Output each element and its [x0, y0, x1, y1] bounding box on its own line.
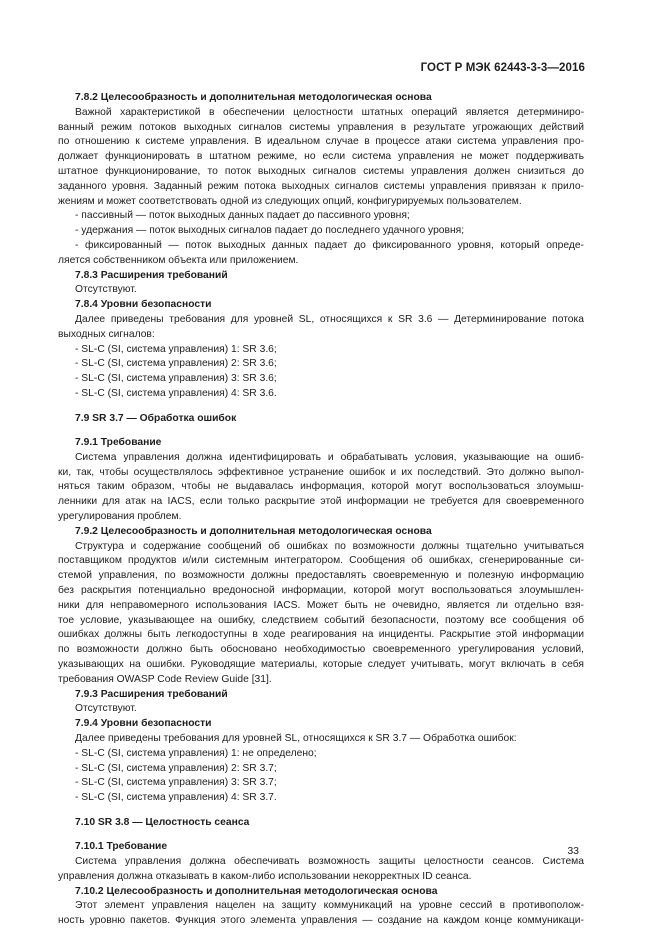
- page-number: 33: [567, 845, 579, 857]
- paragraph-line: ляется собственником объекта или приложением.: [58, 254, 299, 266]
- section-heading: 7.9.4 Уровни безопасности: [75, 718, 212, 730]
- paragraph-line: выходных сигналов:: [58, 328, 155, 340]
- paragraph-line: по возможности должно быть обосновано необходимостью своевременного урегулирования условий,: [58, 644, 584, 656]
- list-item: - SL-C (SI, система управления) 2: SR 3.6;: [75, 358, 277, 370]
- paragraph-line: указывающих на ошибки. Руководящие материалы, которые следует учитывать, могут включать в себя: [58, 658, 584, 670]
- paragraph-line: управления должна отказывать в каком-либо использовании некорректных ID сеанса.: [58, 870, 472, 882]
- section-title: 7.9 SR 3.7 — Обработка ошибок: [75, 413, 237, 425]
- paragraph-line: штатное функционирование, то поток выходных сигналов системы управления должен снизиться до: [58, 165, 584, 177]
- paragraph-line: ванный режим потоков выходных сигналов системы управления в результате угрожающих действий: [58, 121, 584, 133]
- section-title: 7.10 SR 3.8 — Целостность сеанса: [75, 817, 250, 829]
- paragraph-line: заданного уровня. Заданный режим потока выходных сигналов системы управления привязан к прило-: [58, 180, 584, 192]
- list-item: - SL-C (SI, система управления) 1: не определено;: [75, 747, 317, 759]
- paragraph-line: ность уровню пакетов. Функция этого элемента управления — создание на каждом конце коммуникаци-: [58, 915, 584, 927]
- section-heading: 7.9.1 Требование: [75, 437, 162, 449]
- paragraph-line: Отсутствуют.: [75, 703, 137, 715]
- paragraph-line: ошибках должны быть легкодоступны в ходе реагирования на инциденты. Раскрытие этой информации: [58, 629, 584, 641]
- paragraph-line: Система управления должна обеспечивать возможность защиты целостности сеансов. Система: [75, 856, 584, 868]
- paragraph-line: тое условие, указывающее на ошибку, следствием событий безопасности, поэтому все сообщения об: [58, 614, 584, 626]
- list-item: - SL-C (SI, система управления) 2: SR 3.7;: [75, 762, 277, 774]
- list-item: - SL-C (SI, система управления) 3: SR 3.7;: [75, 777, 277, 789]
- list-item: - фиксированный — поток выходных данных падает до фиксированного уровня, который опреде-: [75, 239, 584, 251]
- section-heading: 7.9.2 Целесообразность и дополнительная методологическая основа: [75, 525, 432, 537]
- section-heading: 7.8.4 Уровни безопасности: [75, 299, 212, 311]
- list-item: - SL-C (SI, система управления) 4: SR 3.7.: [75, 792, 277, 804]
- section-heading: 7.8.2 Целесообразность и дополнительная методологическая основа: [75, 92, 432, 103]
- list-item: - удержания — поток выходных сигналов падает до последнего удачного уровня;: [75, 225, 465, 237]
- list-item: - пассивный — поток выходных данных падает до пассивного уровня;: [75, 210, 410, 222]
- paragraph-line: жениям и может соответствовать одной из следующих опций, конфигурируемых пользователем.: [58, 195, 522, 207]
- document-header: ГОСТ Р МЭК 62443-3-3—2016: [420, 62, 585, 74]
- list-item: - SL-C (SI, система управления) 3: SR 3.6;: [75, 373, 277, 385]
- paragraph-line: Далее приведены требования для уровней SL, относящихся к SR 3.6 — Детерминирование потока: [75, 313, 584, 325]
- paragraph-line: урегулирования проблем.: [58, 511, 182, 523]
- paragraph-line: Далее приведены требования для уровней SL, относящихся к SR 3.7 — Обработка ошибок:: [75, 732, 517, 744]
- paragraph-line: ки, так, чтобы осуществлялось эффективное устранение ошибок и их последствий. Это должно выпол-: [58, 466, 584, 478]
- paragraph-line: Отсутствуют.: [75, 284, 137, 296]
- list-item: - SL-C (SI, система управления) 1: SR 3.6;: [75, 343, 277, 355]
- section-heading: 7.10.2 Целесообразность и дополнительная методологическая основа: [75, 885, 438, 897]
- paragraph-line: по отношению к системе управления. В идеальном случае в процессе атаки система управления про-: [58, 136, 584, 148]
- paragraph-line: ленники для атак на IACS, если только раскрытие этой информации не требуется для своевременного: [58, 496, 584, 508]
- paragraph-line: Этот элемент управления нацелен на защиту коммуникаций на уровне сессий в противополож-: [75, 900, 584, 912]
- paragraph-line: Важной характеристикой в обеспечении целостности штатных операций является детерминиро-: [75, 106, 584, 118]
- section-heading: 7.9.3 Расширения требований: [75, 688, 228, 700]
- paragraph-line: поставщиком продуктов и/или системным интегратором. Сообщения об ошибках, сгенерированные си-: [58, 555, 584, 567]
- paragraph-line: ники для неправомерного использования IACS. Может быть не очевидно, является ли отдельно взя-: [58, 599, 584, 611]
- paragraph-line: без раскрытия потенциально вредоносной информации, которой могут воспользоваться злоумышлен-: [58, 585, 584, 596]
- paragraph-line: требования OWASP Code Review Guide [31].: [58, 673, 272, 685]
- paragraph-line: стемой управления, по возможности должны предоставлять своевременную и полезную информацию: [58, 570, 584, 582]
- paragraph-line: должает функционировать в штатном режиме, но если система управления не может поддерживать: [58, 151, 584, 163]
- list-item: - SL-C (SI, система управления) 4: SR 3.6.: [75, 387, 277, 399]
- paragraph-line: Система управления должна идентифицировать и обрабатывать условия, указывающие на ошиб-: [75, 451, 584, 463]
- section-heading: 7.10.1 Требование: [75, 841, 168, 853]
- paragraph-line: няться таким образом, чтобы не выдавалась информация, которой могут воспользоваться злоумыш-: [58, 481, 584, 493]
- section-heading: 7.8.3 Расширения требований: [75, 269, 228, 281]
- document-body: [58, 91, 584, 929]
- paragraph-line: Структура и содержание сообщений об ошибках по возможности должны тщательно учитываться: [75, 540, 584, 552]
